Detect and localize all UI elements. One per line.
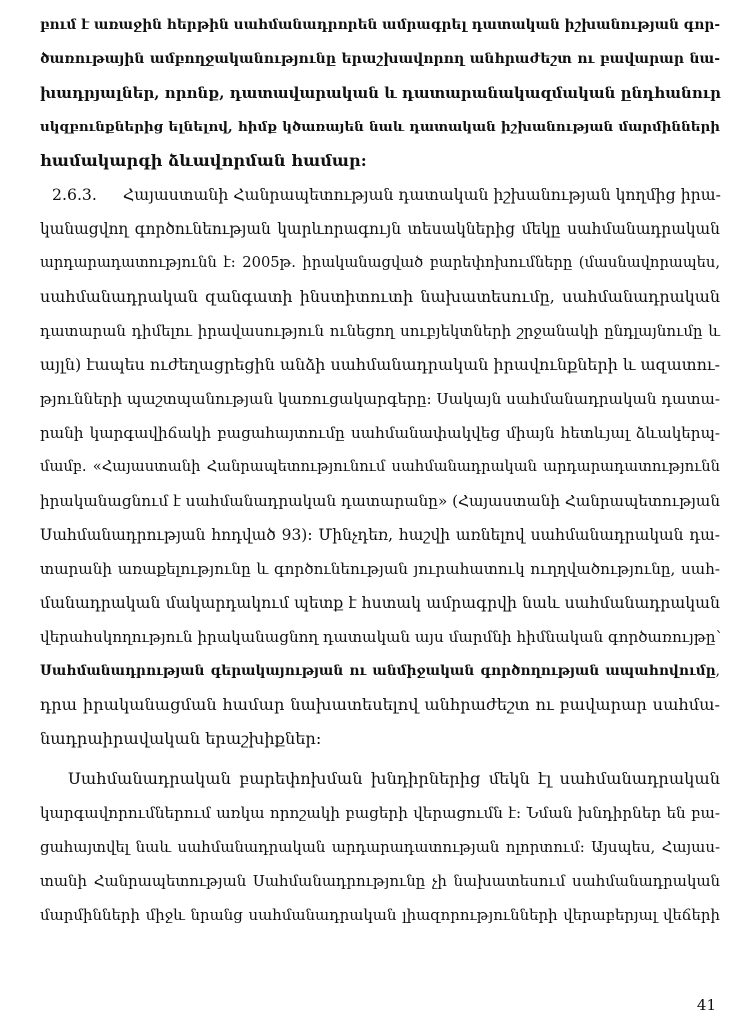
paragraph2-line-11: տարանի առաքելությունը և գործունեության յուրահատուկ ուղղվածությունը, սահ- [40,560,720,578]
paragraph2-line-12: մանադրական մակարդակում պետք է հստակ ամրագրվի նաև սահմանադրական [40,593,720,612]
paragraph2-line-10: Սահմանադրության հոդված 93): Մինչդեռ, հաշվի առնելով սահմանադրական դա- [40,526,720,544]
paragraph2-first-line [52,178,720,212]
paragraph3-line-2: ցահայտվել նաև սահմանադրական արդարադատության ոլորտում: Այսպես, Հայաս- [40,838,720,856]
paragraph1-line-3: խադրյալներ, որոնք, դատավարական և դատարանակազմական ընդհանուր [40,84,721,102]
page-number: 41 [696,996,716,1014]
paragraph1-line-1: բում է առաջին հերթին սահմանադրորեն ամրագրել դատական իշխանության գոր- [40,17,720,33]
paragraph2-tail-line-1: դրա իրականացման համար նախատեսելով անհրաժեշտ ու բավարար սահմա- [40,695,720,714]
paragraph2-line-13: վերահսկողություն իրականացնող դատական այս մարմնի հիմնական գործառույթը՝ [40,628,722,646]
paragraph1-line-2: ծառութային ամբողջականությունը երաշխավորող անհրաժեշտ ու բավարար նա- [40,51,720,67]
section-number: 2.6.3. [52,185,97,204]
paragraph2-tail-line-2: նադրաիրավական երաշխիքներ: [40,729,322,748]
paragraph1-line-4: սկզբունքներից ելնելով, հիմք կծառայեն նաև դատական իշխանության մարմինների [40,119,720,135]
paragraph3-line-3: տանի Հանրապետության Սահմանադրությունը չի նախատեսում սահմանադրական [40,872,720,890]
paragraph2-first-line-text: Հայաստանի Հանրապետության դատական իշխանության կողմից իրա- [122,185,721,204]
paragraph2-bold-phrase: Սահմանադրության գերակայության ու անմիջական գործողության ապահովումը [40,663,716,679]
paragraph2-bold-line-tail: , [715,663,720,679]
paragraph2-line-6: թյունների պաշտպանության կառուցակարգերը: Սակայն սահմանադրական դատա- [40,390,721,408]
paragraph2-line-4: դատարան դիմելու իրավասություն ունեցող սուբյեկտների շրջանակի ընդլայնումը և [40,322,720,340]
paragraph2-line-9: իրականացնում է սահմանադրական դատարանը» (Հայաստանի Հանրապետության [40,492,720,510]
paragraph2-bold-line [40,654,720,688]
paragraph2-line-7: րանի կարգավիճակի բացահայտումը սահմանափակվեց միայն հետևյալ ձևակերպ- [40,424,720,442]
paragraph2-line-8: մամբ. «Հայաստանի Հանրապետությունում սահմանադրական արդարադատությունն [40,458,720,475]
paragraph1-line-5: համակարգի ձևավորման համար: [40,151,367,170]
paragraph3-line-4: մարմինների միջև նրանց սահմանադրական լիազորությունների վերաբերյալ վեճերի [40,906,720,924]
paragraph3-first-line: Սահմանադրական բարեփոխման խնդիրներից մեկն էլ սահմանադրական [68,769,720,788]
paragraph2-line-3: սահմանադրական զանգատի ինստիտուտի նախատեսումը, սահմանադրական [40,287,720,306]
paragraph2-line-2: արդարադատությունն է: 2005թ. իրականացված բարեփոխումները (մասնավորապես, [40,254,720,271]
paragraph2-line-5: այլն) էապես ուժեղացրեցին անձի սահմանադրական իրավունքների և ազատու- [40,355,720,374]
paragraph2-line-1: կանացվող գործունեության կարևորագույն տեսակներից մեկը սահմանադրական [40,220,720,238]
paragraph3-line-1: կարգավորումներում առկա որոշակի բացերի վերացումն է: Նման խնդիրներ են բա- [40,804,720,822]
